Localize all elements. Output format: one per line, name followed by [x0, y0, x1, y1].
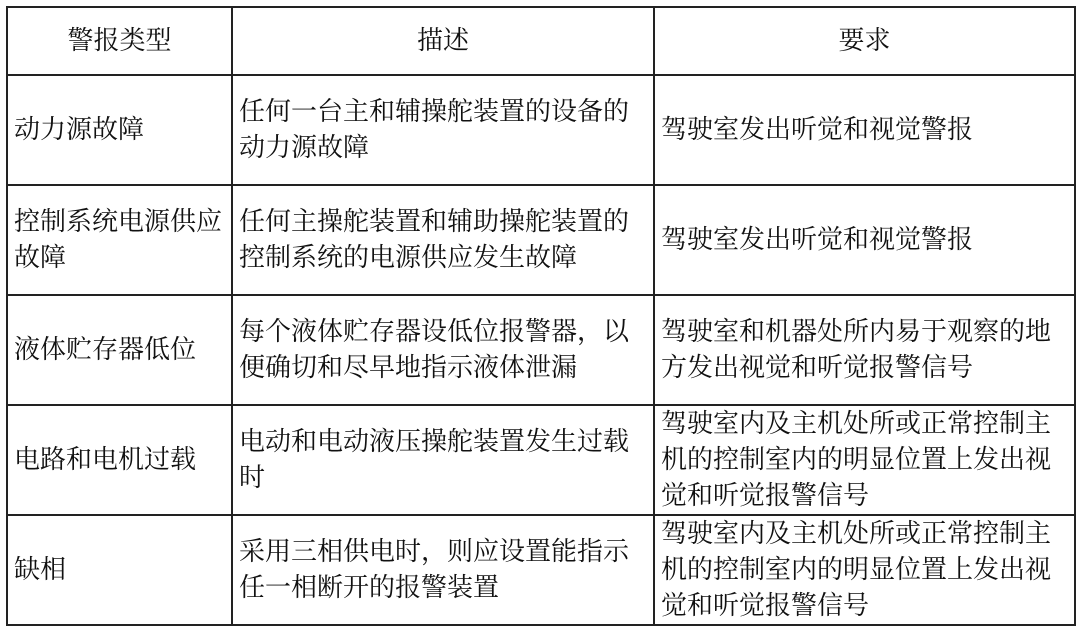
requirement-cell: 驾驶室和机器处所内易于观察的地方发出视觉和听觉报警信号 — [654, 295, 1075, 405]
header-row — [7, 7, 1075, 75]
description-cell: 采用三相供电时，则应设置能指示任一相断开的报警装置 — [232, 515, 654, 625]
description-cell: 任何一台主和辅操舵装置的设备的动力源故障 — [232, 75, 654, 185]
table-row — [7, 185, 1075, 295]
alarm-type-cell: 动力源故障 — [7, 75, 232, 185]
table-row — [7, 75, 1075, 185]
table-row — [7, 295, 1075, 405]
description-cell: 电动和电动液压操舵装置发生过载时 — [232, 405, 654, 515]
alarm-type-cell: 缺相 — [7, 515, 232, 625]
header-requirement: 要求 — [654, 7, 1075, 75]
requirement-cell: 驾驶室内及主机处所或正常控制主机的控制室内的明显位置上发出视觉和听觉报警信号 — [654, 405, 1075, 515]
alarm-table — [6, 6, 1076, 626]
alarm-type-cell: 电路和电机过载 — [7, 405, 232, 515]
table-row — [7, 405, 1075, 515]
requirement-cell: 驾驶室内及主机处所或正常控制主机的控制室内的明显位置上发出视觉和听觉报警信号 — [654, 515, 1075, 625]
requirement-cell: 驾驶室发出听觉和视觉警报 — [654, 75, 1075, 185]
requirement-cell: 驾驶室发出听觉和视觉警报 — [654, 185, 1075, 295]
alarm-type-cell: 液体贮存器低位 — [7, 295, 232, 405]
header-alarm-type: 警报类型 — [7, 7, 232, 75]
table-row — [7, 515, 1075, 625]
alarm-type-cell: 控制系统电源供应故障 — [7, 185, 232, 295]
description-cell: 任何主操舵装置和辅助操舵装置的控制系统的电源供应发生故障 — [232, 185, 654, 295]
header-description: 描述 — [232, 7, 654, 75]
description-cell: 每个液体贮存器设低位报警器，以便确切和尽早地指示液体泄漏 — [232, 295, 654, 405]
